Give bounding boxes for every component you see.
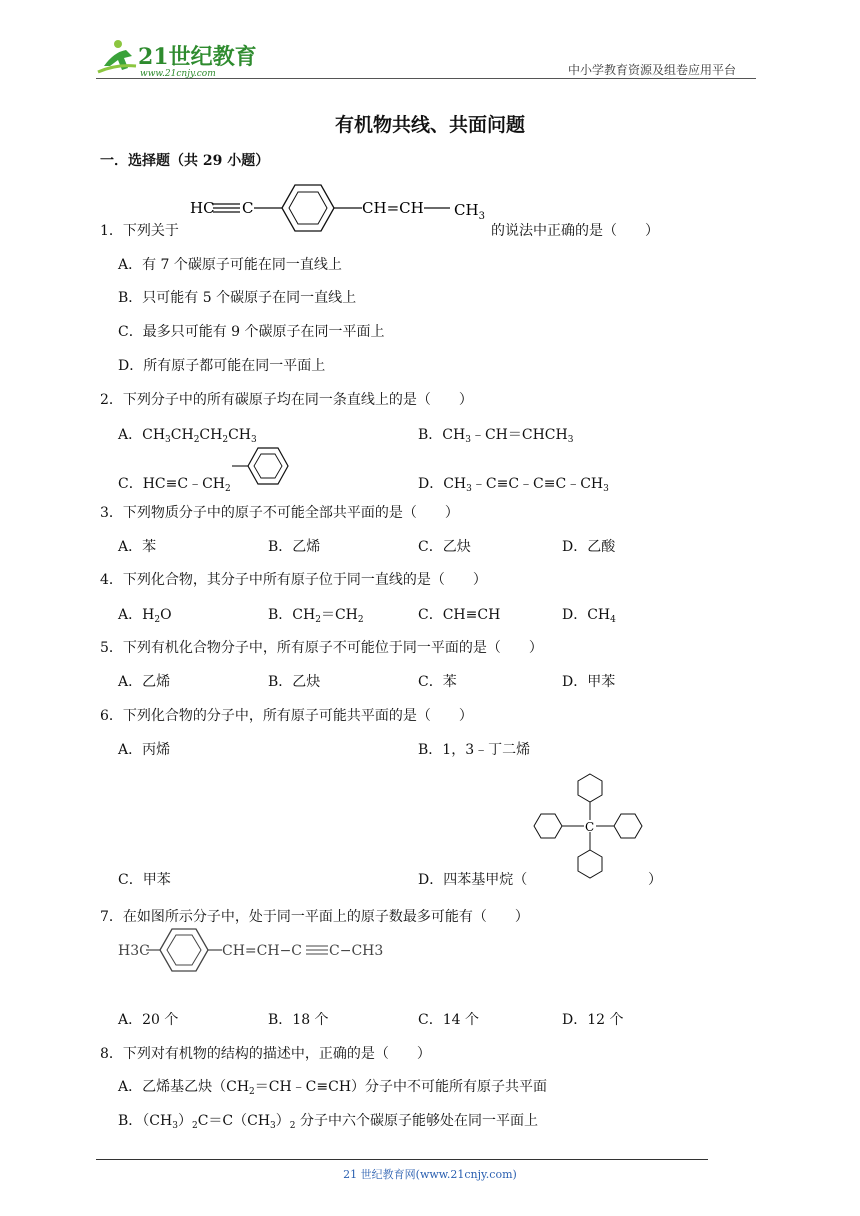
runner-icon bbox=[98, 40, 136, 72]
question-4-option-a: A．$H_2O$ bbox=[118, 607, 172, 625]
question-7-option-c: C．14 个 bbox=[418, 1012, 479, 1028]
question-1-option-a: A．有 7 个碳原子可能在同一直线上 bbox=[118, 257, 342, 273]
question-8-option-b: B．$(CH_3)_2C=C(CH_3)_2$ 分子中六个碳原子能够处在同一平面上 bbox=[118, 1113, 538, 1131]
question-6-option-b: B．1，3﹣丁二烯 bbox=[418, 742, 531, 758]
question-5-option-d: D．甲苯 bbox=[562, 674, 616, 690]
svg-text:CH=CH: CH=CH bbox=[362, 199, 424, 217]
logo-url: www.21cnjy.com bbox=[140, 69, 216, 79]
question-3-option-b: B．乙烯 bbox=[268, 539, 321, 555]
question-1-option-d: D．所有原子都可能在同一平面上 bbox=[118, 358, 326, 374]
question-8-option-a: A．乙烯基乙炔$(CH_2=CH﹣C\equiv CH)$分子中不可能所有原子共平面 bbox=[118, 1079, 548, 1097]
question-5-stem: 5．下列有机化合物分子中，所有原子不可能位于同一平面的是（ ） bbox=[100, 640, 543, 656]
benzene-ring-icon bbox=[578, 850, 602, 878]
benzene-ring-icon bbox=[282, 185, 334, 231]
question-3-option-d: D．乙酸 bbox=[562, 539, 616, 555]
benzene-ring-icon bbox=[614, 814, 642, 838]
question-6-option-d-close: ） bbox=[648, 872, 662, 888]
page-title: 有机物共线、共面问题 bbox=[334, 114, 525, 136]
footer-divider bbox=[96, 1159, 708, 1160]
question-7-option-a: A．20 个 bbox=[118, 1012, 179, 1028]
question-4-option-d: D．$CH_4$ bbox=[562, 607, 616, 625]
logo-text: 21世纪教育 bbox=[138, 44, 257, 70]
question-3-option-a: A．苯 bbox=[118, 539, 157, 555]
footer-text[interactable]: 21 世纪教育网(www.21cnjy.com) bbox=[343, 1168, 517, 1181]
question-7-option-b: B．18 个 bbox=[268, 1012, 329, 1028]
question-5-option-a: A．乙烯 bbox=[118, 674, 171, 690]
question-6-option-a: A．丙烯 bbox=[118, 742, 171, 758]
question-2-option-a: A．$CH_3CH_2CH_2CH_3$ bbox=[118, 427, 257, 445]
question-2-stem: 2．下列分子中的所有碳原子均在同一条直线上的是（ ） bbox=[100, 392, 473, 408]
svg-text:C: C bbox=[585, 820, 595, 834]
question-1-stem-a: 1．下列关于 bbox=[100, 223, 179, 239]
question-1-structure bbox=[186, 180, 486, 236]
question-1-stem-b: 的说法中正确的是（ ） bbox=[491, 223, 659, 239]
question-6-option-d: D．四苯基甲烷（ bbox=[418, 872, 528, 888]
question-5-option-c: C．苯 bbox=[418, 674, 457, 690]
benzene-ring-icon bbox=[534, 814, 562, 838]
question-8-stem: 8．下列对有机物的结构的描述中，正确的是（ ） bbox=[100, 1046, 431, 1062]
question-7-option-d: D．12 个 bbox=[562, 1012, 624, 1028]
question-1-option-b: B．只可能有 5 个碳原子在同一直线上 bbox=[118, 290, 357, 306]
question-6-option-c: C．甲苯 bbox=[118, 872, 171, 888]
header-divider bbox=[96, 78, 756, 79]
benzene-ring-icon bbox=[248, 448, 288, 484]
question-7-structure bbox=[116, 924, 396, 984]
question-2-benzene-structure bbox=[230, 444, 290, 486]
question-4-option-c: C．CH≡CH bbox=[418, 607, 501, 623]
benzene-ring-icon bbox=[578, 774, 602, 802]
question-4-stem: 4．下列化合物，其分子中所有原子位于同一直线的是（ ） bbox=[100, 572, 487, 588]
svg-text:HC: HC bbox=[190, 199, 215, 217]
question-2-option-d: D．$CH_3﹣C\equiv C﹣C\equiv C﹣CH_3$ bbox=[418, 476, 609, 494]
tetraphenylmethane-structure bbox=[530, 770, 650, 882]
benzene-ring-icon bbox=[160, 929, 208, 971]
question-1-option-c: C．最多只可能有 9 个碳原子在同一平面上 bbox=[118, 324, 385, 340]
question-6-stem: 6．下列化合物的分子中，所有原子可能共平面的是（ ） bbox=[100, 708, 473, 724]
question-7-stem: 7．在如图所示分子中，处于同一平面上的原子数最多可能有（ ） bbox=[100, 909, 529, 925]
svg-text:C−CH3: C−CH3 bbox=[329, 943, 384, 959]
svg-text:CH=CH−C: CH=CH−C bbox=[222, 943, 303, 959]
question-4-option-b: B．$CH_2=CH_2$ bbox=[268, 607, 364, 625]
svg-text:H3C: H3C bbox=[118, 943, 150, 959]
svg-text:C: C bbox=[242, 199, 254, 217]
question-5-option-b: B．乙炔 bbox=[268, 674, 321, 690]
question-2-option-b: B．$CH_3﹣CH=CHCH_3$ bbox=[418, 427, 574, 445]
section-heading: 一．选择题（共 29 小题） bbox=[100, 153, 270, 169]
svg-text:CH3: $CH_3$ bbox=[454, 201, 485, 222]
site-logo bbox=[96, 36, 266, 80]
header-platform-text: 中小学教育资源及组卷应用平台 bbox=[568, 63, 737, 77]
question-2-option-c: C．$HC\equiv C﹣CH_2$ bbox=[118, 476, 231, 494]
question-3-option-c: C．乙炔 bbox=[418, 539, 471, 555]
question-3-stem: 3．下列物质分子中的原子不可能全部共平面的是（ ） bbox=[100, 505, 459, 521]
